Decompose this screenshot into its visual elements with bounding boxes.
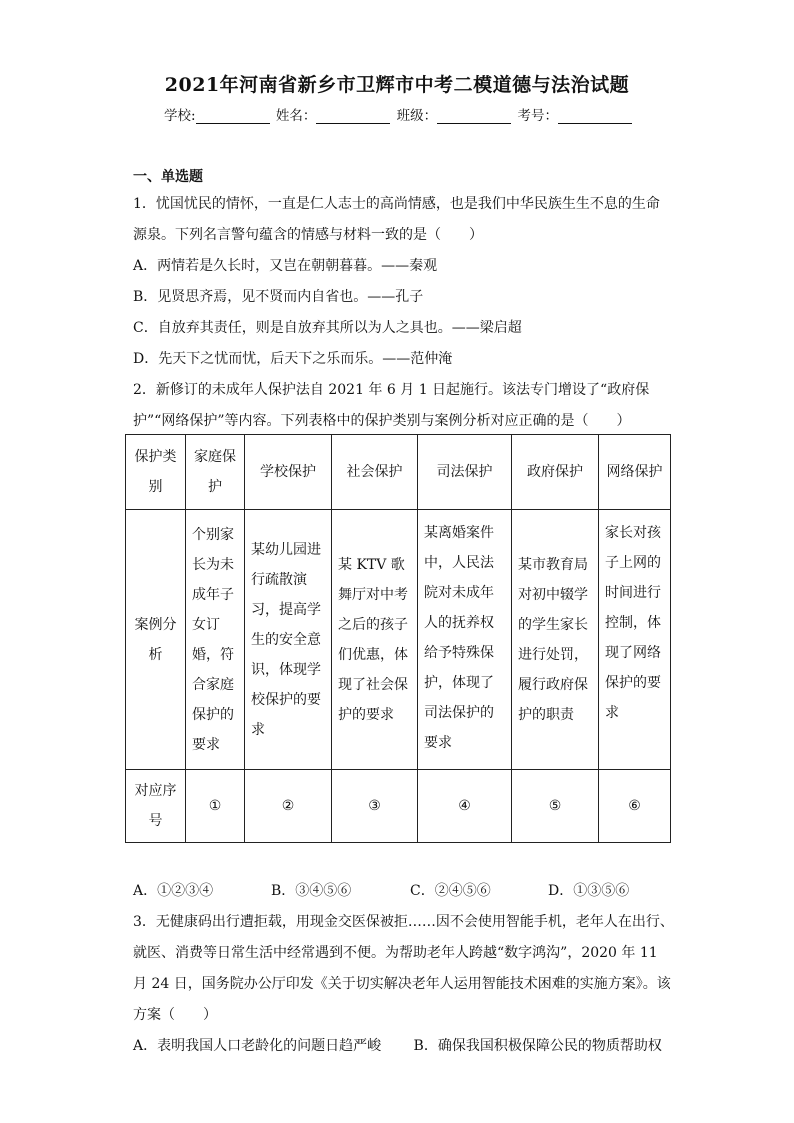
q1-option-b: B．见贤思齐焉，见不贤而内自省也。——孔子	[133, 289, 424, 305]
q1-option-a: A．两情若是久长时，又岂在朝朝暮暮。——秦观	[133, 258, 438, 274]
table-cell: 家长对孩子上网的时间进行控制，体现了网络保护的要求	[599, 510, 671, 770]
number-blank[interactable]	[558, 109, 632, 124]
q1-option-c: C．自放弃其责任，则是自放弃其所以为人之具也。——梁启超	[133, 320, 522, 336]
student-info-line	[164, 104, 634, 124]
table-cell: ①	[186, 770, 245, 843]
number-label: 考号：	[517, 108, 558, 124]
table-cell: 某 KTV 歌舞厅对中考之后的孩子们优惠，体现了社会保护的要求	[332, 510, 418, 770]
name-blank[interactable]	[316, 109, 390, 124]
table-cell: 案例分析	[126, 510, 186, 770]
q3-options-ab: A．表明我国人口老龄化的问题日趋严峻 B．确保我国积极保障公民的物质帮助权	[133, 1038, 662, 1054]
q3-stem-line4: 方案（ ）	[133, 1007, 217, 1023]
class-blank[interactable]	[437, 109, 511, 124]
table-cell: 家庭保护	[186, 435, 245, 510]
q3-stem-line1: 3．无健康码出行遭拒载，用现金交医保被拒……因不会使用智能手机，老年人在出行、	[133, 914, 674, 930]
table-cell: 对应序号	[126, 770, 186, 843]
table-cell: ③	[332, 770, 418, 843]
q1-option-d: D．先天下之忧而忧，后天下之乐而乐。——范仲淹	[133, 351, 453, 367]
q1-stem-line2: 源泉。下列名言警句蕴含的情感与材料一致的是（ ）	[133, 227, 483, 243]
table-cell: ⑥	[599, 770, 671, 843]
q2-option-d: D．①③⑤⑥	[548, 883, 630, 899]
table-cell: 学校保护	[245, 435, 332, 510]
table-cell: 司法保护	[418, 435, 512, 510]
q2-option-a: A．①②③④	[133, 883, 214, 899]
class-label: 班级：	[396, 108, 438, 124]
table-cell: 网络保护	[599, 435, 671, 510]
q2-stem-line1: 2．新修订的未成年人保护法自 2021 年 6 月 1 日起施行。该法专门增设了“政府保	[133, 382, 650, 398]
table-cell: 个别家长为未成年子女订婚，符合家庭保护的要求	[186, 510, 245, 770]
table-cell: 政府保护	[512, 435, 599, 510]
table-cell: 保护类别	[126, 435, 186, 510]
table-row	[126, 770, 671, 843]
q1-stem-line1: 1．忧国忧民的情怀，一直是仁人志士的高尚情感，也是我们中华民族生生不息的生命	[133, 196, 660, 212]
q2-option-b: B．③④⑤⑥	[271, 883, 352, 899]
table-header-row	[126, 435, 671, 510]
document-title: 2021年河南省新乡市卫辉市中考二模道德与法治试题	[164, 74, 630, 96]
q2-option-c: C．②④⑤⑥	[410, 883, 491, 899]
table-cell: ②	[245, 770, 332, 843]
protection-table	[125, 434, 671, 843]
table-cell: 某市教育局对初中辍学的学生家长进行处罚，履行政府保护的职责	[512, 510, 599, 770]
school-blank[interactable]	[196, 109, 270, 124]
school-label: 学校:	[164, 108, 196, 124]
table-cell: 某离婚案件中，人民法院对未成年人的抚养权给予特殊保护，体现了司法保护的要求	[418, 510, 512, 770]
table-cell: ⑤	[512, 770, 599, 843]
table-row	[126, 510, 671, 770]
section-heading: 一、单选题	[133, 169, 203, 185]
table-cell: ④	[418, 770, 512, 843]
table-cell: 某幼儿园进行疏散演习，提高学生的安全意识，体现学校保护的要求	[245, 510, 332, 770]
name-label: 姓名：	[275, 108, 317, 124]
q2-stem-line2: 护”“网络保护”等内容。下列表格中的保护类别与案例分析对应正确的是（ ）	[133, 413, 631, 429]
table-cell: 社会保护	[332, 435, 418, 510]
q3-stem-line3: 月 24 日，国务院办公厅印发《关于切实解决老年人运用智能技术困难的实施方案》。该	[133, 976, 671, 992]
q3-stem-line2: 就医、消费等日常生活中经常遇到不便。为帮助老年人跨越“数字鸿沟”，2020 年 11	[133, 945, 658, 961]
